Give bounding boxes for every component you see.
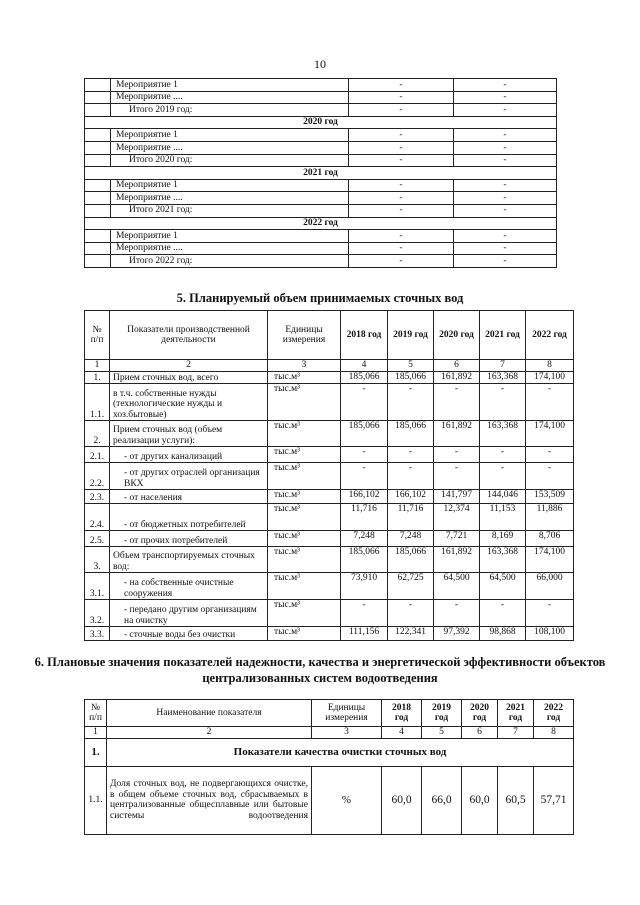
year-header: 2022 год: [85, 217, 557, 230]
column-header: 2019 год: [422, 700, 462, 727]
column-header: 2020 год: [434, 311, 480, 360]
row-unit: тыс.м³: [268, 573, 341, 600]
value-cell: -: [349, 179, 454, 192]
measure-label: Мероприятие ....: [111, 91, 349, 104]
value-cell: 161,892: [434, 372, 480, 384]
number-cell: [85, 255, 111, 268]
value-cell: -: [454, 230, 557, 243]
column-index: 4: [382, 727, 422, 739]
column-header: Единицы измерения: [312, 700, 382, 727]
number-cell: [85, 91, 111, 104]
row-name: Доля сточных вод, не подвергающихся очистке, в общем объеме сточных вод, сбрасываемых в централизованные общесплавные или бытовые системы водоотведения: [107, 766, 312, 834]
value-cell: -: [526, 463, 574, 490]
measure-label: Мероприятие 1: [111, 129, 349, 142]
value-cell: -: [454, 129, 557, 142]
value-cell: 163,368: [480, 421, 526, 447]
column-index: 6: [462, 727, 498, 739]
value-cell: -: [341, 463, 388, 490]
row-name: - на собственные очистные сооружения: [110, 573, 268, 600]
table-row: [85, 766, 574, 834]
column-header: Показатели производственной деятельности: [110, 311, 268, 360]
value-cell: -: [349, 204, 454, 217]
value-cell: 60,0: [462, 766, 498, 834]
measure-label: Мероприятие 1: [111, 79, 349, 92]
value-cell: 174,100: [526, 372, 574, 384]
row-name: - от прочих потребителей: [110, 531, 268, 547]
row-unit: тыс.м³: [268, 372, 341, 384]
measure-row: [85, 204, 557, 217]
table-row: [85, 384, 574, 421]
page-number: 10: [314, 57, 326, 71]
measure-row: [85, 179, 557, 192]
value-cell: 11,153: [480, 504, 526, 531]
year-row: [85, 167, 557, 180]
value-cell: 163,368: [480, 547, 526, 573]
value-cell: 57,71: [534, 766, 574, 834]
measure-row: [85, 242, 557, 255]
measure-label: Итого 2019 год:: [111, 104, 349, 117]
row-number: 2.4.: [85, 504, 110, 531]
value-cell: -: [349, 91, 454, 104]
row-number: 3.1.: [85, 573, 110, 600]
value-cell: -: [454, 154, 557, 167]
number-cell: [85, 154, 111, 167]
row-name: - передано другим организациям на очистку: [110, 600, 268, 627]
column-header: 2021 год: [480, 311, 526, 360]
row-unit: тыс.м³: [268, 504, 341, 531]
value-cell: 185,066: [388, 547, 434, 573]
value-cell: -: [434, 463, 480, 490]
value-cell: 166,102: [341, 490, 388, 504]
value-cell: 185,066: [388, 421, 434, 447]
value-cell: -: [349, 104, 454, 117]
value-cell: 108,100: [526, 627, 574, 641]
row-unit: тыс.м³: [268, 531, 341, 547]
value-cell: -: [349, 79, 454, 92]
column-index: 7: [480, 360, 526, 372]
table-row: [85, 627, 574, 641]
year-header: 2021 год: [85, 167, 557, 180]
column-header: 2021 год: [498, 700, 534, 727]
column-index: 5: [388, 360, 434, 372]
value-cell: 11,716: [341, 504, 388, 531]
value-cell: 7,248: [388, 531, 434, 547]
value-cell: -: [526, 600, 574, 627]
number-cell: [85, 204, 111, 217]
row-unit: тыс.м³: [268, 463, 341, 490]
section6-title: 6. Плановые значения показателей надежности, качества и энергетической эффективности объектов централизованных систем водоотведения: [34, 655, 606, 685]
value-cell: 98,868: [480, 627, 526, 641]
value-cell: 73,910: [341, 573, 388, 600]
number-cell: [85, 230, 111, 243]
top-measures-table: [84, 78, 557, 268]
number-cell: [85, 104, 111, 117]
value-cell: 161,892: [434, 547, 480, 573]
column-header: № п/п: [85, 700, 107, 727]
table-row: [85, 504, 574, 531]
value-cell: 64,500: [434, 573, 480, 600]
table-row: [85, 463, 574, 490]
subheader-label: Показатели качества очистки сточных вод: [107, 738, 574, 766]
subheader-row: [85, 738, 574, 766]
value-cell: -: [526, 447, 574, 463]
value-cell: -: [349, 242, 454, 255]
value-cell: 11,716: [388, 504, 434, 531]
subheader-number: 1.: [85, 738, 107, 766]
value-cell: -: [349, 141, 454, 154]
value-cell: -: [349, 192, 454, 205]
value-cell: -: [454, 79, 557, 92]
value-cell: 141,797: [434, 490, 480, 504]
value-cell: 161,892: [434, 421, 480, 447]
row-number: 2.5.: [85, 531, 110, 547]
value-cell: -: [341, 384, 388, 421]
number-cell: [85, 141, 111, 154]
value-cell: -: [480, 447, 526, 463]
column-index: 4: [341, 360, 388, 372]
measure-label: Мероприятие ....: [111, 141, 349, 154]
row-name: - от других отраслей организация ВКХ: [110, 463, 268, 490]
index-row: [85, 727, 574, 739]
value-cell: 185,066: [341, 372, 388, 384]
value-cell: 12,374: [434, 504, 480, 531]
column-header: № п/п: [85, 311, 110, 360]
value-cell: -: [480, 600, 526, 627]
row-unit: тыс.м³: [268, 447, 341, 463]
value-cell: -: [388, 447, 434, 463]
value-cell: -: [454, 179, 557, 192]
value-cell: -: [434, 600, 480, 627]
table-row: [85, 573, 574, 600]
column-header: 2022 год: [526, 311, 574, 360]
value-cell: 166,102: [388, 490, 434, 504]
column-header: 2019 год: [388, 311, 434, 360]
value-cell: -: [349, 154, 454, 167]
measure-row: [85, 230, 557, 243]
column-header: Единицы измерения: [268, 311, 341, 360]
value-cell: 62,725: [388, 573, 434, 600]
value-cell: 66,000: [526, 573, 574, 600]
measure-label: Итого 2021 год:: [111, 204, 349, 217]
row-name: - от населения: [110, 490, 268, 504]
measure-row: [85, 154, 557, 167]
column-index: 2: [110, 360, 268, 372]
value-cell: -: [480, 384, 526, 421]
column-index: 7: [498, 727, 534, 739]
number-cell: [85, 179, 111, 192]
value-cell: -: [454, 192, 557, 205]
column-index: 1: [85, 360, 110, 372]
value-cell: -: [454, 141, 557, 154]
value-cell: -: [349, 230, 454, 243]
value-cell: -: [388, 600, 434, 627]
index-row: [85, 360, 574, 372]
row-unit: тыс.м³: [268, 600, 341, 627]
value-cell: 97,392: [434, 627, 480, 641]
row-number: 2.1.: [85, 447, 110, 463]
column-index: 2: [107, 727, 312, 739]
number-cell: [85, 129, 111, 142]
row-number: 1.1.: [85, 766, 107, 834]
column-index: 5: [422, 727, 462, 739]
value-cell: 7,721: [434, 531, 480, 547]
value-cell: -: [480, 463, 526, 490]
value-cell: 8,706: [526, 531, 574, 547]
measure-label: Мероприятие 1: [111, 230, 349, 243]
value-cell: 66,0: [422, 766, 462, 834]
row-name: - от бюджетных потребителей: [110, 504, 268, 531]
year-header: 2020 год: [85, 116, 557, 129]
value-cell: 8,169: [480, 531, 526, 547]
row-name: Прием сточных вод (объем реализации услуги):: [110, 421, 268, 447]
row-number: 2.: [85, 421, 110, 447]
header-row: [85, 311, 574, 360]
value-cell: 185,066: [388, 372, 434, 384]
number-cell: [85, 79, 111, 92]
value-cell: -: [434, 447, 480, 463]
indicators-table: [84, 699, 574, 835]
column-index: 8: [526, 360, 574, 372]
value-cell: 60,5: [498, 766, 534, 834]
value-cell: -: [341, 447, 388, 463]
value-cell: -: [454, 204, 557, 217]
row-name: в т.ч. собственные нужды (технологические нужды и хоз.бытовые): [110, 384, 268, 421]
measure-row: [85, 104, 557, 117]
value-cell: -: [454, 242, 557, 255]
row-unit: тыс.м³: [268, 627, 341, 641]
value-cell: 174,100: [526, 547, 574, 573]
column-header: 2020 год: [462, 700, 498, 727]
table-row: [85, 531, 574, 547]
value-cell: -: [388, 463, 434, 490]
row-name: Объем транспортируемых сточных вод:: [110, 547, 268, 573]
row-name: - от других канализаций: [110, 447, 268, 463]
row-unit: тыс.м³: [268, 421, 341, 447]
value-cell: -: [454, 104, 557, 117]
value-cell: 60,0: [382, 766, 422, 834]
wastewater-volume-table: [84, 310, 574, 641]
value-cell: 185,066: [341, 421, 388, 447]
table-row: [85, 490, 574, 504]
row-name: - сточные воды без очистки: [110, 627, 268, 641]
value-cell: 185,066: [341, 547, 388, 573]
row-number: 1.1.: [85, 384, 110, 421]
column-header: 2018 год: [341, 311, 388, 360]
column-index: 3: [268, 360, 341, 372]
row-name: Прием сточных вод, всего: [110, 372, 268, 384]
measure-label: Итого 2020 год:: [111, 154, 349, 167]
measure-row: [85, 79, 557, 92]
value-cell: -: [454, 255, 557, 268]
number-cell: [85, 242, 111, 255]
table-row: [85, 447, 574, 463]
row-unit: тыс.м³: [268, 547, 341, 573]
value-cell: -: [349, 129, 454, 142]
column-header: Наименование показателя: [107, 700, 312, 727]
row-number: 3.: [85, 547, 110, 573]
measure-label: Мероприятие ....: [111, 242, 349, 255]
measure-label: Итого 2022 год:: [111, 255, 349, 268]
measure-label: Мероприятие 1: [111, 179, 349, 192]
value-cell: 174,100: [526, 421, 574, 447]
column-header: 2018 год: [382, 700, 422, 727]
value-cell: -: [454, 91, 557, 104]
measure-row: [85, 91, 557, 104]
measure-row: [85, 129, 557, 142]
value-cell: 7,248: [341, 531, 388, 547]
measure-row: [85, 255, 557, 268]
value-cell: -: [434, 384, 480, 421]
value-cell: 122,341: [388, 627, 434, 641]
row-number: 2.2.: [85, 463, 110, 490]
year-row: [85, 217, 557, 230]
measure-label: Мероприятие ....: [111, 192, 349, 205]
value-cell: 111,156: [341, 627, 388, 641]
year-row: [85, 116, 557, 129]
value-cell: -: [388, 384, 434, 421]
table-row: [85, 421, 574, 447]
number-cell: [85, 192, 111, 205]
column-index: 1: [85, 727, 107, 739]
column-header: 2022 год: [534, 700, 574, 727]
table-row: [85, 600, 574, 627]
value-cell: 144,046: [480, 490, 526, 504]
section5-title: 5. Планируемый объем принимаемых сточных вод: [176, 291, 464, 305]
row-number: 2.3.: [85, 490, 110, 504]
row-number: 1.: [85, 372, 110, 384]
measure-row: [85, 192, 557, 205]
value-cell: 163,368: [480, 372, 526, 384]
column-index: 3: [312, 727, 382, 739]
value-cell: -: [526, 384, 574, 421]
row-unit: тыс.м³: [268, 384, 341, 421]
header-row: [85, 700, 574, 727]
row-number: 3.3.: [85, 627, 110, 641]
column-index: 6: [434, 360, 480, 372]
row-unit: %: [312, 766, 382, 834]
table-row: [85, 372, 574, 384]
value-cell: 153,509: [526, 490, 574, 504]
value-cell: 11,886: [526, 504, 574, 531]
row-number: 3.2.: [85, 600, 110, 627]
measure-row: [85, 141, 557, 154]
column-index: 8: [534, 727, 574, 739]
value-cell: 64,500: [480, 573, 526, 600]
table-row: [85, 547, 574, 573]
row-unit: тыс.м³: [268, 490, 341, 504]
value-cell: -: [349, 255, 454, 268]
value-cell: -: [341, 600, 388, 627]
